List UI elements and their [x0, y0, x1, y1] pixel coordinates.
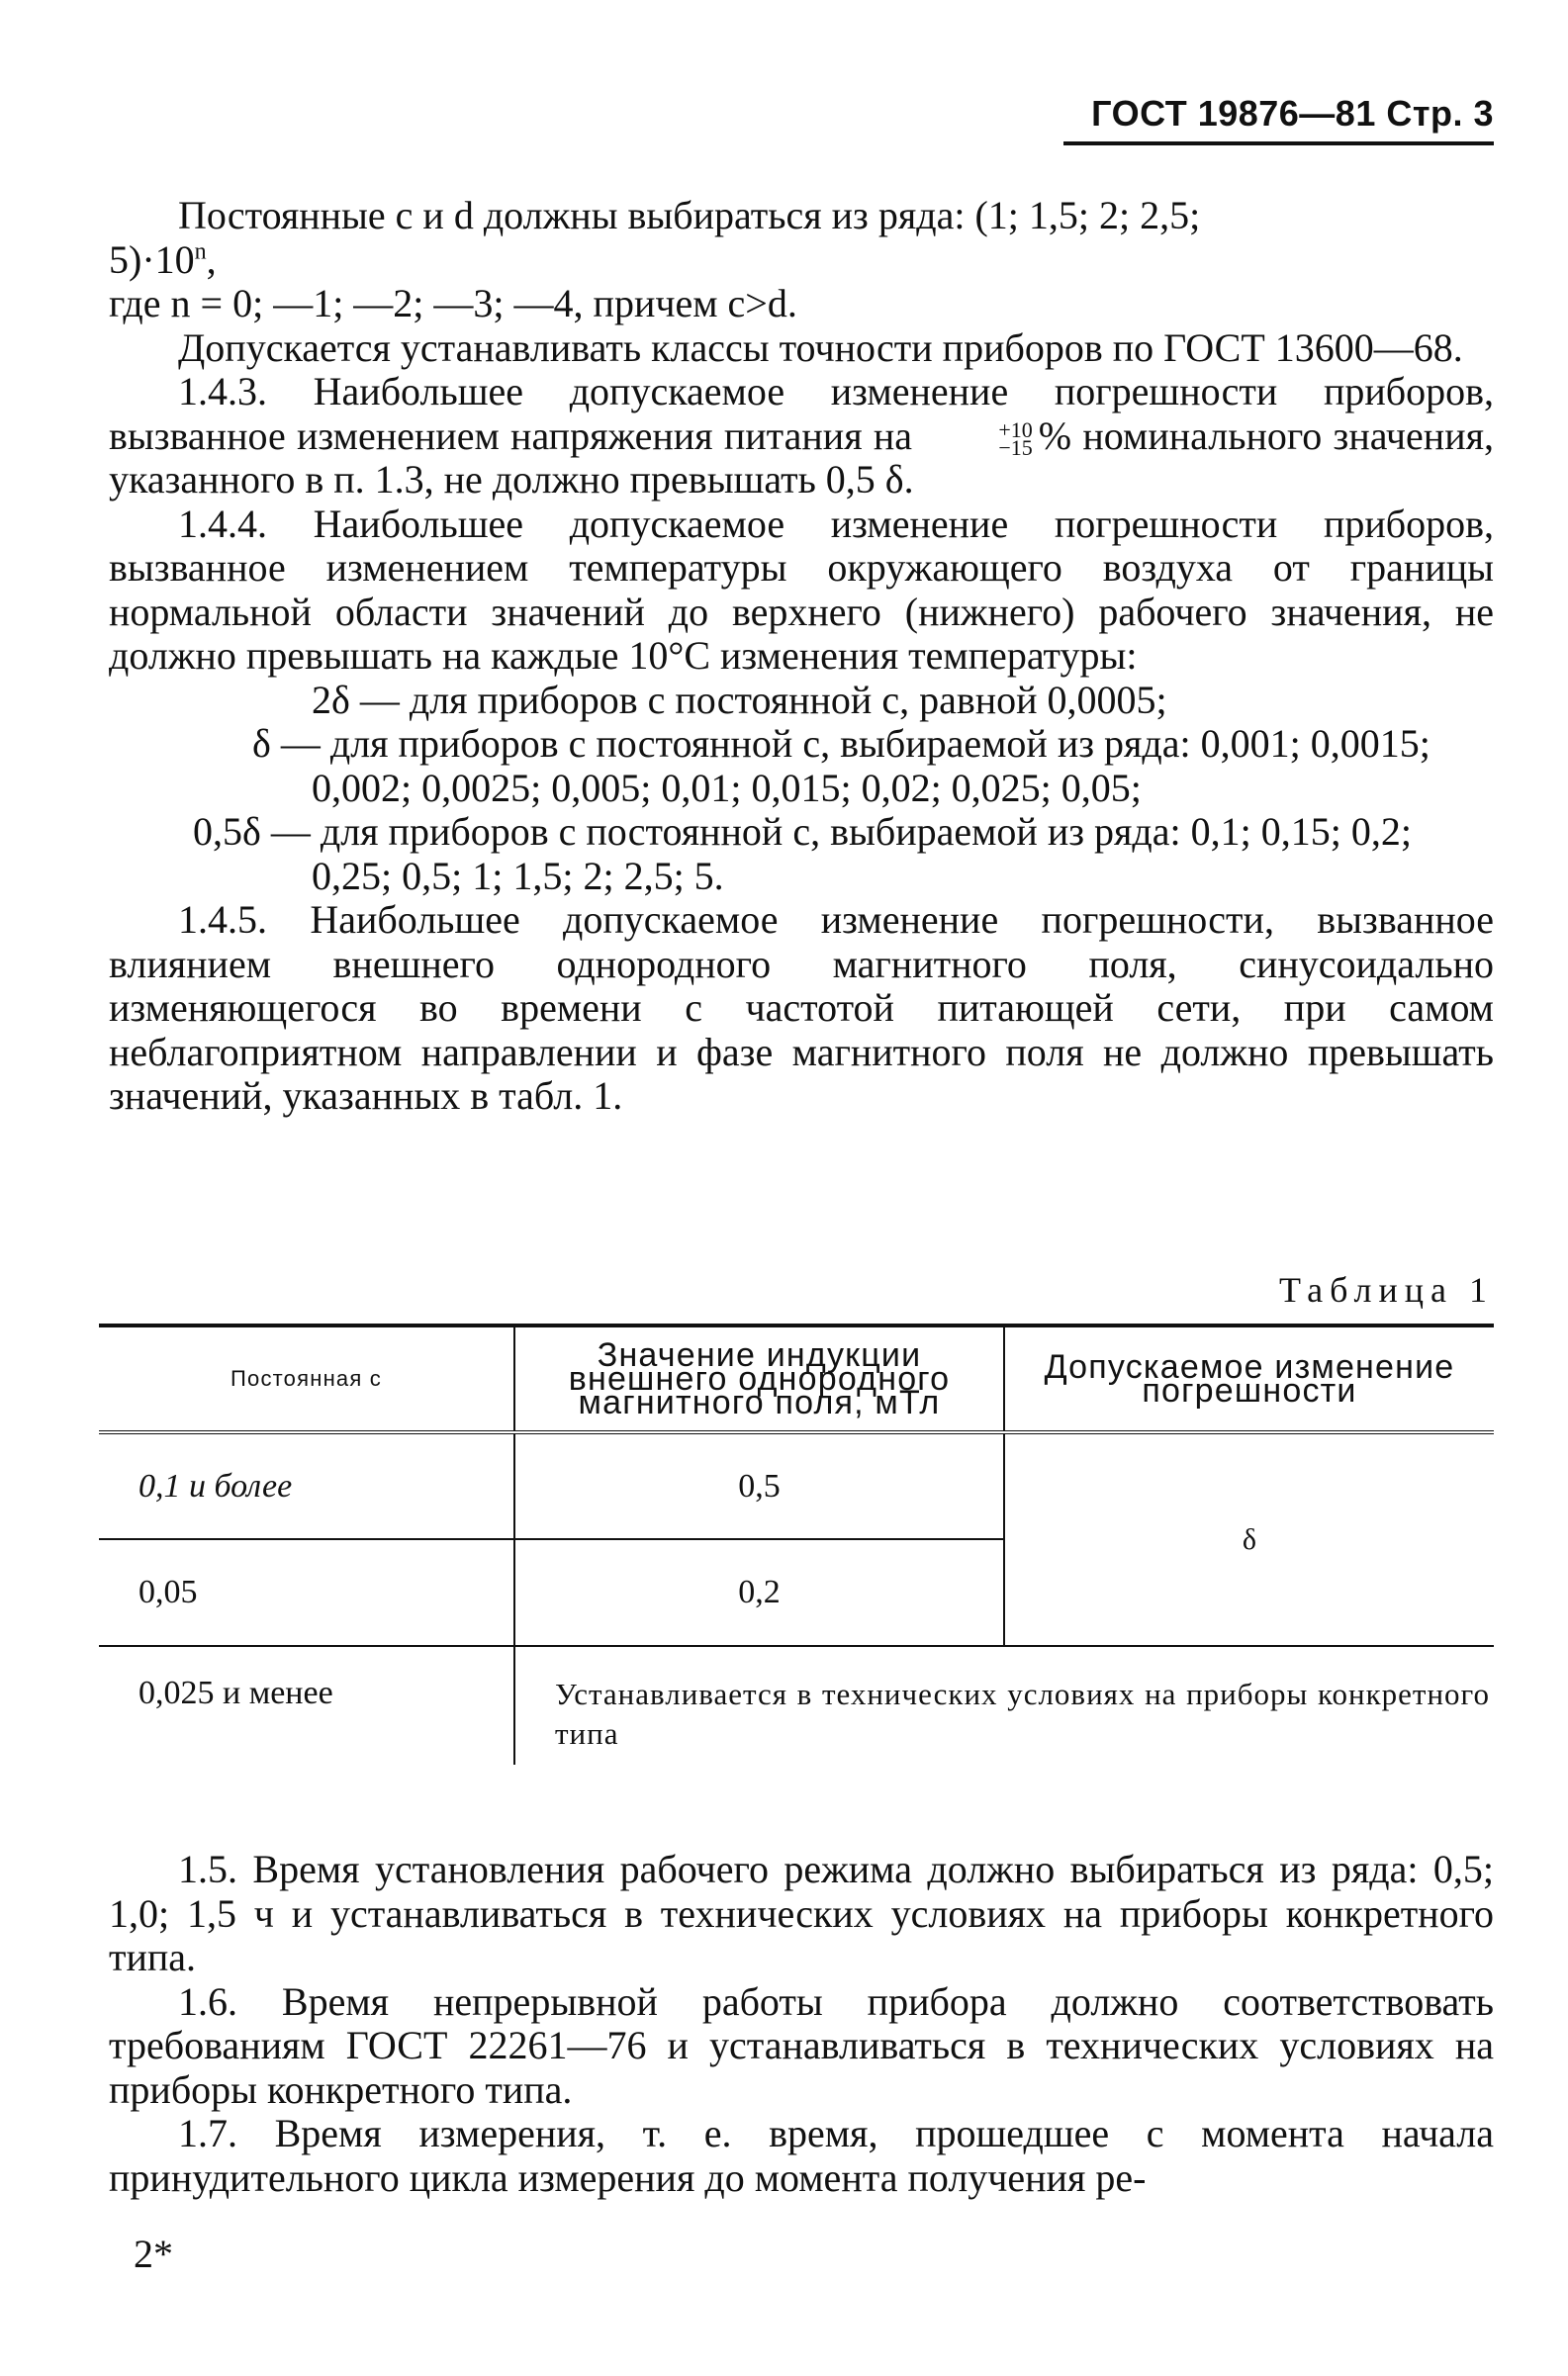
table-row: [99, 1432, 1494, 1539]
list-item-half-delta: 0,5δ — для приборов с постоянной c, выбираемой из ряда: 0,1; 0,15; 0,2; 0,25; 0,5; 1; 1,5; 2; 2,5; 5.: [193, 809, 1412, 898]
cell-constant: 0,025 и менее: [138, 1675, 333, 1711]
cell-spec-note: Устанавливается в технических условиях на приборы конкретного типа: [514, 1646, 1494, 1765]
constants-formula: 5)·10: [109, 236, 195, 282]
header-constant-c: Постоянная c: [231, 1366, 382, 1391]
paragraph-1-4-5: 1.4.5. Наибольшее допускаемое изменение погрешности, вызванное влиянием внешнего однородного магнитного поля, синусоидально изменяющегося во времени с частотой питающей сети, при самом неблагоприятном направлении и фазе магнитного поля не должно превышать значений, указанных в табл. 1.: [109, 897, 1494, 1118]
cell-allowed-change-merged: δ: [1004, 1432, 1494, 1646]
list-item-delta: δ — для приборов с постоянной c, выбираемой из ряда: 0,001; 0,0015; 0,002; 0,0025; 0,005; 0,01; 0,015; 0,02; 0,025; 0,05;: [252, 721, 1430, 810]
constants-comma: ,: [206, 236, 217, 282]
voltage-tolerance: [929, 417, 1033, 461]
paragraph-constants-line1: Постоянные c и d должны выбираться из ряда: (1; 1,5; 2; 2,5;: [178, 193, 1201, 237]
paragraph-1-7: 1.7. Время измерения, т. е. время, прошедшее с момента начала принудительного цикла измерения до момента получения ре-: [109, 2111, 1494, 2200]
paragraph-1-6: 1.6. Время непрерывной работы прибора должно соответствовать требованиям ГОСТ 22261—76 и устанавливаться в технических условиях на приборы конкретного типа.: [109, 1978, 1494, 2112]
cell-constant: 0,1 и более: [138, 1467, 293, 1505]
body-text-bottom: [109, 1848, 1494, 2200]
page-header: ГОСТ 19876—81 Стр. 3: [1091, 93, 1494, 134]
table-1: [99, 1324, 1494, 1765]
cell-constant: 0,05: [99, 1539, 514, 1646]
header-rule: [1063, 141, 1494, 145]
paragraph-constants-line3: где n = 0; —1; —2; —3; —4, причем c>d.: [109, 281, 797, 325]
paragraph-accuracy-classes: Допускается устанавливать классы точности приборов по ГОСТ 13600—68.: [178, 324, 1463, 370]
body-text-top: [109, 194, 1494, 1119]
header-field-induction: Значение индукции внешнего однородного магнитного поля, мТл: [514, 1325, 1004, 1432]
paragraph-1-5: 1.5. Время установления рабочего режима должно выбираться из ряда: 0,5; 1,0; 1,5 ч и устанавливаться в технических условиях на приборы конкретного типа.: [109, 1847, 1494, 1979]
table-row-last: [99, 1646, 1494, 1765]
paragraph-constants-line2: [109, 238, 1494, 283]
page-footer-mark: 2*: [134, 2232, 173, 2276]
voltage-tolerance-minus: −15: [998, 435, 1033, 461]
list-item-2delta: 2δ — для приборов с постоянной c, равной 0,0005;: [312, 677, 1167, 722]
cell-induction: 0,5: [514, 1432, 1004, 1539]
constants-exponent: n: [194, 238, 207, 265]
table-caption: Таблица 1: [1279, 1270, 1494, 1310]
paragraph-1-4-3: [109, 370, 1494, 503]
header-allowed-change: Допускаемое изменение погрешности: [1004, 1325, 1494, 1432]
table-header-row: [99, 1325, 1494, 1432]
voltage-tolerance-plus: +10: [998, 417, 1033, 443]
cell-induction: 0,2: [514, 1539, 1004, 1646]
p143-text-b: % номинального значения, указанного в п. 1.3, не должно превышать 0,5 δ.: [109, 412, 1494, 502]
p143-text-a: 1.4.3. Наибольшее допускаемое изменение погрешности приборов, вызванное изменением напряжения питания на: [109, 369, 1494, 458]
paragraph-1-4-4: 1.4.4. Наибольшее допускаемое изменение погрешности приборов, вызванное изменением температуры окружающего воздуха от границы нормальной области значений до верхнего (нижнего) рабочего значения, не должно превышать на каждые 10°С изменения температуры:: [109, 501, 1494, 678]
